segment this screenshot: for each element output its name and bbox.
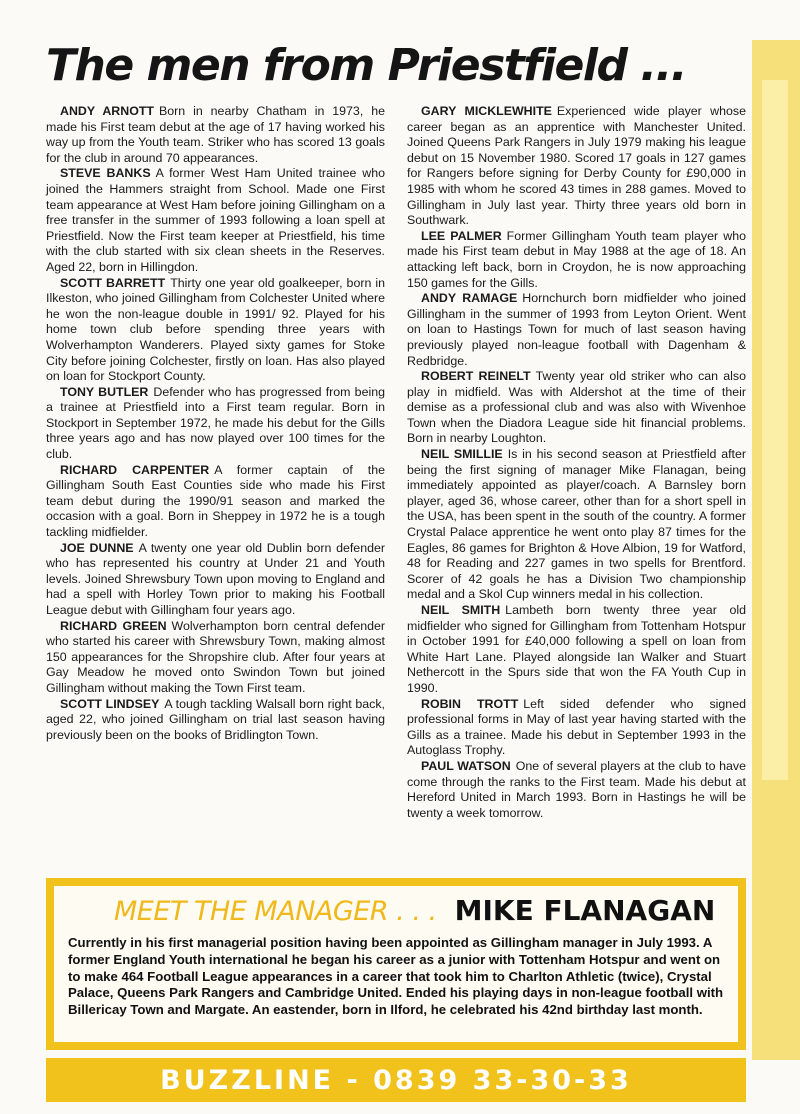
player-name: STEVE BANKS [60,166,151,181]
player-bio: A twenty one year old Dublin born defender who has represented his country at Under 21 and Youth levels. Joined Shrewsbury Town upon moving to England and had a spell with Horley Town prior to making his Football League debut with Gillingham four years ago. [46,540,385,617]
player-bio: Wolverhampton born central defender who started his career with Shrewsbury Town, making almost 150 appearances for the Shropshire club. After four years at Gay Meadow he moved onto Swindon Town but joined Gillingham without making the Town First team. [46,618,386,695]
player-bio: Former Gillingham Youth team player who made his First team debut in May 1988 at the age of 18. An attacking left back, born in Croydon, he is now approaching 150 games for the Gills. [407,228,747,290]
player-bio: Lambeth born twenty three year old midfielder who signed for Gillingham from Tottenham Hotspur in October 1991 for £40,000 following a spell on loan from White Hart Lane. Played alongside Ian Walker and Stuart Nethercott in the Spurs side that won the FA Youth Cup in 1990. [407,603,746,695]
player-entry [46,385,385,463]
edge-decoration [752,40,800,1060]
manager-bio: Currently in his first managerial position having been appointed as Gillingham manager in July 1993. A former England Youth international he began his career as a junior with Tottenham Hotspur and went on to make 464 Football League appearances in a career that took him to Charlton Athletic (twice), Crystal Palace, Queens Park Rangers and Cambridge United. Ended his playing days in non-league football with Billericay Town and Margate. An eastender, born in Ilford, he celebrated his 42nd birthday last month. [68,935,724,1018]
player-entry [46,619,385,697]
manager-name: MIKE FLANAGAN [454,894,716,927]
player-entry [407,603,746,697]
player-bio: One of several players at the club to have come through the ranks to the First team. Made his debut at Hereford United in March 1993. Born in Hastings he will be twenty a week tomorrow. [407,758,746,820]
player-bio: Hornchurch born midfielder who joined Gillingham in the summer of 1993 from Leyton Orient. Went on loan to Hastings Town for much of last season having previously played non-league football with Dagenham & Redbridge. [407,291,746,368]
player-bio: Born in nearby Chatham in 1973, he made his First team debut at the age of 17 having worked his way up from the Youth team. Striker who has scored 13 goals for the club in around 70 appearances. [46,104,385,165]
player-name: SCOTT LINDSEY [60,696,160,711]
player-entry [407,291,746,369]
player-name: NEIL SMITH [421,603,501,617]
player-entry [407,229,746,291]
player-name: LEE PALMER [421,228,502,243]
player-entry [46,463,385,541]
player-entry [407,369,746,447]
player-entry [46,166,385,275]
player-bio: A tough tackling Walsall born right back, aged 22, who joined Gillingham on trial last season having previously been on the books of Bridlington Town. [46,696,385,742]
player-columns [46,104,746,864]
player-entry [46,276,385,385]
page-title: The men from Priestfield ... [46,40,686,91]
player-name: TONY BUTLER [60,384,149,399]
player-name: ANDY ARNOTT [60,104,154,118]
player-name: NEIL SMILLIE [421,447,503,462]
player-name: JOE DUNNE [60,540,134,555]
player-name: ROBERT REINELT [421,369,531,384]
manager-panel [54,886,738,1042]
player-name: SCOTT BARRETT [60,275,166,290]
player-bio: Defender who has progressed from being a trainee at Priestfield into a First team regular. Born in Stockport in September 1972, he made his debut for the Gills three years ago and has now played over 100 times for the club. [46,384,385,462]
player-name: GARY MICKLEWHITE [421,104,552,118]
right-column [407,104,746,864]
player-bio: Is in his second season at Priestfield after being the first signing of manager Mike Flanagan, being immediately appointed as player/coach. A Barnsley born player, aged 36, whose career, other than for a short spell in the USA, has been spent in the south of the country. A former Crystal Palace apprentice he went onto play 87 times for the Eagles, 86 games for Brighton & Hove Albion, 19 for Watford, 48 for Reading and 227 games in two spells for Brentford. Scorer of 42 goals he has a Division Two championship medal and a Skol Cup winners medal in his collection. [407,447,746,602]
left-column [46,104,385,864]
player-entry [46,541,385,619]
buzzline-text: BUZZLINE - 0839 33-30-33 [160,1064,632,1096]
player-bio: Left sided defender who signed professional forms in May of last year having started with the Gills as a trainee. Made his debut in September 1993 in the Autoglass Trophy. [407,696,746,758]
player-entry [407,759,746,821]
player-name: ROBIN TROTT [421,696,519,711]
player-name: PAUL WATSON [421,758,511,773]
player-name: RICHARD CARPENTER [60,462,210,477]
manager-label: MEET THE MANAGER . . . [114,896,437,927]
player-bio: Twenty year old striker who can also play in midfield. Was with Aldershot at the time of their demise as a professional club and was also with Wivenhoe Town when the Diadora League side hit financial problems. Born in nearby Loughton. [407,369,746,446]
player-name: ANDY RAMAGE [421,291,518,306]
manager-heading [68,894,724,927]
player-bio: A former captain of the Gillingham South East Counties side who made his First team debut during the 1990/91 season and marked the occasion with a goal. Born in Sheppey in 1972 he is a tough tackling midfielder. [46,462,385,540]
player-entry [407,447,746,603]
player-bio: Experienced wide player whose career began as an apprentice with Manchester United. Joined Queens Park Rangers in July 1979 making his league debut on 15 November 1980. Scored 17 goals in 127 games for Rangers before signing for Derby County for £90,000 in 1985 with whom he scored 43 times in 288 games. Moved to Gillingham in July last year. Thirty three years old born in Southwark. [407,104,746,228]
manager-box [46,878,746,1050]
player-bio: Thirty one year old goalkeeper, born in Ilkeston, who joined Gillingham from Colchester United where he won the non-league double in 1991/ 92. Played for his home town club before spending three years with Wolverhampton Wanderers. Played sixty games for Stoke City before joining Colchester, firstly on loan. Has also played on loan for Stockport County. [46,275,385,384]
player-bio: A former West Ham United trainee who joined the Hammers straight from School. Made one First team appearance at West Ham before joining Gillingham on a free transfer in the summer of 1993 following a loan spell at Priestfield. Now the First team keeper at Priestfield, his time with the club started with six clean sheets in the Reserves. Aged 22, born in Hillingdon. [46,166,385,274]
player-entry [407,697,746,759]
player-entry [46,697,385,744]
player-name: RICHARD GREEN [60,618,167,633]
buzzline-banner [46,1058,746,1102]
player-entry [407,104,746,229]
player-entry [46,104,385,166]
